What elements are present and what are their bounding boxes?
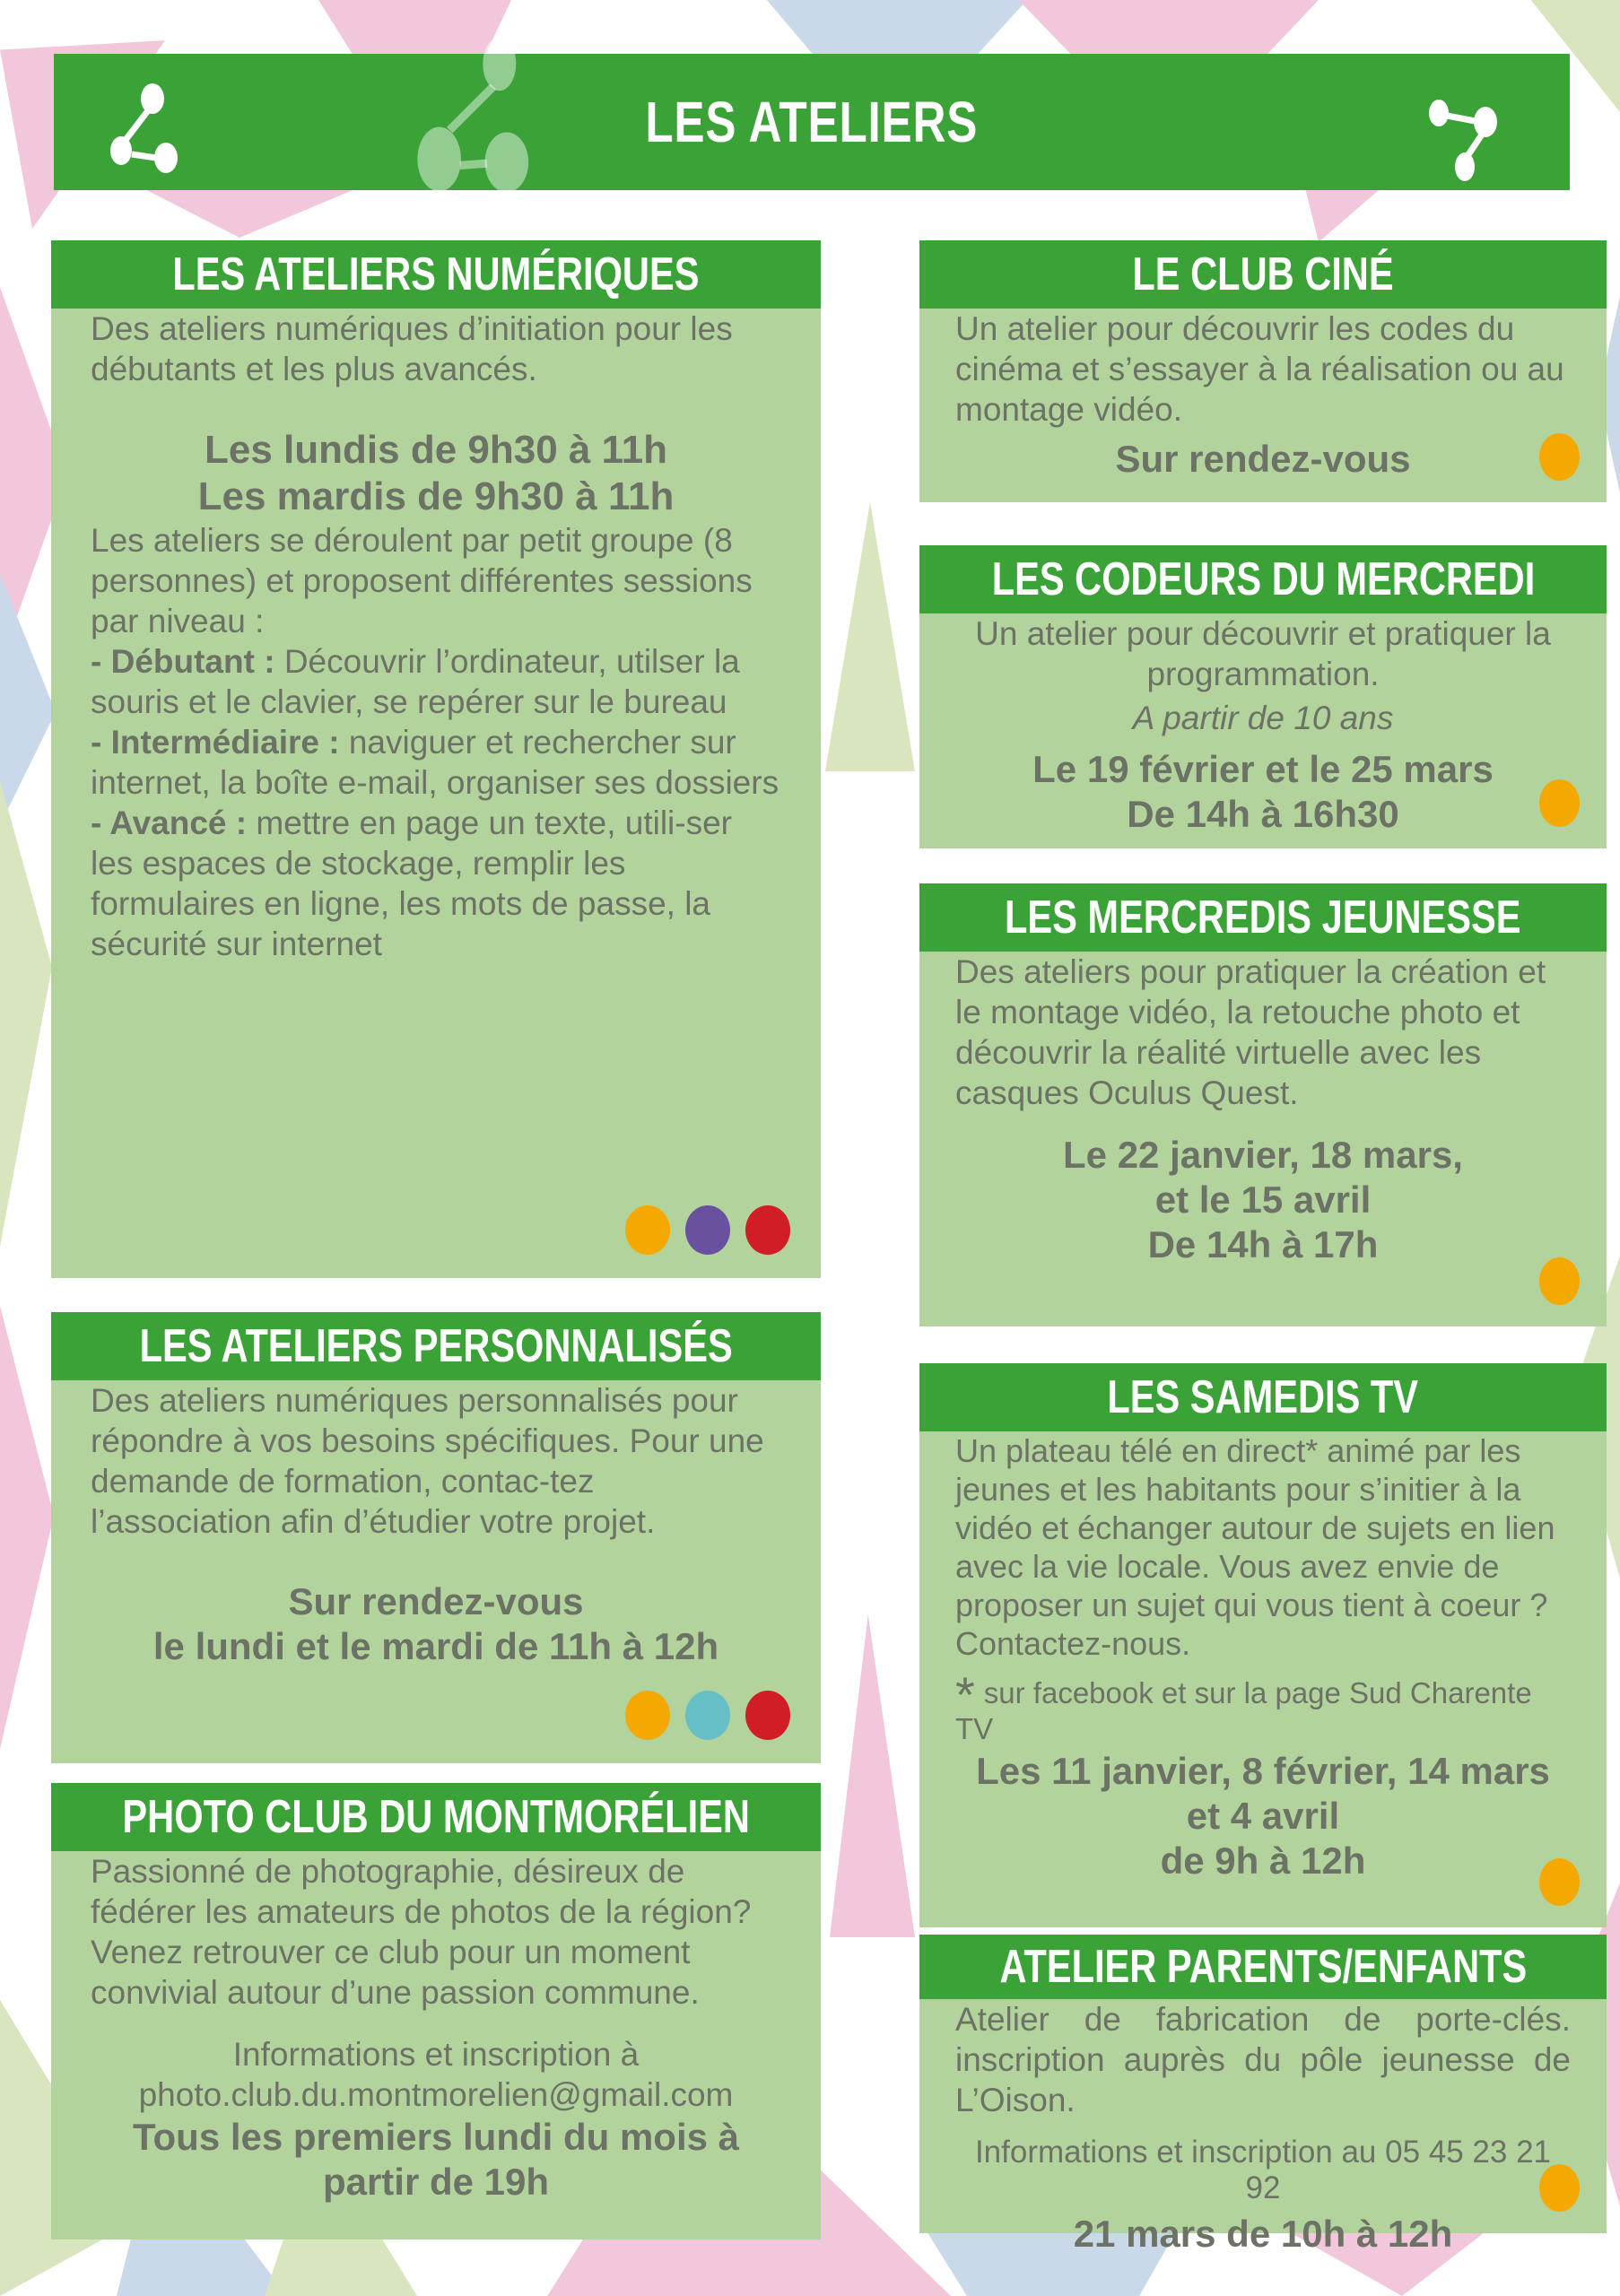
schedule-line: Le 19 février et le 25 mars [1032,748,1494,790]
card-paragraph: Un plateau télé en direct* animé par les jeunes et les habitants pour s’initier à la vidéo et échanger autour de sujets en lien avec la vie locale. Vous avez envie de proposer un sujet qui vous tient à coeur ? Contactez-nous. [955,1432,1555,1662]
schedule-line: De 14h à 16h30 [1127,793,1399,835]
background-triangle [830,1614,915,1937]
schedule-line: Les mardis de 9h30 à 11h [197,474,675,518]
schedule-line: et le 15 avril [1154,1178,1372,1221]
card-body [51,1851,821,2205]
page-title: LES ATELIERS [645,90,979,154]
card-title: PHOTO CLUB DU MONTMORÉLIEN [122,1791,750,1843]
card-mercredis-jeunesse [919,883,1607,1326]
level-item [91,722,781,803]
card-body [919,952,1607,1267]
schedule-block [91,427,781,520]
level-item [91,803,781,964]
level-text: naviguer et rechercher sur internet, la boîte e-mail, organiser ses dossiers [91,724,780,801]
orange-dot [625,1205,670,1255]
card-intro: Des ateliers numériques d’initiation pour les débutants et les plus avancés. [91,310,733,387]
molecule-icon-right [1424,88,1523,187]
card-paragraph: Les ateliers se déroulent par petit groupe (8 personnes) et proposent différentes sessions par niveau : [91,522,753,639]
level-label: - Intermédiaire : [91,724,340,761]
schedule-block [955,1749,1571,1883]
level-item [91,641,781,722]
card-header [51,240,821,309]
orange-dot [1539,779,1580,827]
info-line: Informations et inscription au 05 45 23 21 92 [974,2135,1552,2205]
molecule-icon-center [408,43,574,209]
card-header [51,1312,821,1380]
info-block [91,2034,781,2115]
teal-dot [685,1691,730,1740]
card-body [919,1431,1607,1883]
level-label: - Avancé : [91,804,248,841]
card-ateliers-numeriques [51,240,821,1278]
card-body [919,309,1607,482]
background-triangle [0,780,52,1247]
schedule-block [955,1133,1571,1267]
card-header [919,545,1607,613]
card-header [919,883,1607,952]
card-paragraph: Un atelier pour découvrir les codes du cinéma et s’essayer à la réalisation ou au montage vidéo. [955,310,1564,428]
footnote [955,1666,1571,1747]
card-header [919,1363,1607,1431]
card-title: LES SAMEDIS TV [1107,1371,1419,1423]
card-paragraph: Des ateliers pour pratiquer la création et le montage vidéo, la retouche photo et découvrir la réalité virtuelle avec les casques Oculus Quest. [955,953,1546,1111]
orange-dot [625,1691,670,1740]
background-triangle [135,184,368,238]
background-triangle [825,502,915,771]
card-title: LES CODEURS DU MERCREDI [991,553,1535,605]
email-text: photo.club.du.montmorelien@gmail.com [138,2076,734,2113]
color-dots [625,1691,790,1740]
background-triangle [0,574,56,825]
card-parents-enfants [919,1935,1607,2255]
card-header [51,1783,821,1851]
main-banner [54,54,1570,190]
schedule-line: Tous les premiers lundi du mois à partir de 19h [132,2116,740,2203]
card-paragraph: Atelier de fabrication de porte-clés. inscription auprès du pôle jeunesse de L’Oison. [955,2001,1571,2118]
card-ateliers-personnalises [51,1312,821,1763]
card-paragraph: Passionné de photographie, désireux de fédérer les amateurs de photos de la région? Venez retrouver ce club pour un moment convivial autour d’une passion commune. [91,1853,752,2011]
schedule-line: Les 11 janvier, 8 février, 14 mars [976,1750,1550,1792]
asterisk-mark: * [955,1666,975,1723]
card-club-cine [919,240,1607,502]
card-title: ATELIER PARENTS/ENFANTS [999,1941,1527,1993]
card-body [919,1999,1607,2257]
schedule-line: de 9h à 12h [1160,1839,1366,1882]
schedule-block [955,747,1571,837]
schedule-line: Les lundis de 9h30 à 11h [205,428,667,472]
card-title: LES ATELIERS PERSONNALISÉS [139,1320,733,1372]
purple-dot [685,1205,730,1255]
card-codeurs-mercredi [919,545,1607,848]
schedule-line: Sur rendez-vous [288,1580,584,1622]
card-paragraph: Un atelier pour découvrir et pratiquer la programmation. [975,615,1551,692]
orange-dot [1539,433,1580,481]
schedule-line: le lundi et le mardi de 11h à 12h [152,1625,719,1667]
schedule-line: De 14h à 17h [1147,1223,1379,1265]
card-title: LES MERCREDIS JEUNESSE [1005,891,1521,944]
schedule-line: Le 22 janvier, 18 mars, [1063,1134,1463,1176]
molecule-icon-left [99,79,206,187]
age-note: A partir de 10 ans [1132,700,1394,736]
schedule-line: Sur rendez-vous [1115,438,1411,480]
info-line: Informations et inscription à [232,2036,640,2073]
color-dots [625,1205,790,1255]
card-photo-club [51,1783,821,2239]
background-triangle [0,1283,54,1749]
card-title: LES ATELIERS NUMÉRIQUES [172,248,700,300]
orange-dot [1539,1858,1580,1906]
level-text: Découvrir l’ordinateur, utilser la souris et le clavier, se repérer sur le bureau [91,643,740,720]
schedule-line: et 4 avril [1186,1795,1340,1837]
card-header [919,240,1607,309]
footnote-text: sur facebook et sur la page Sud Charente TV [955,1676,1532,1745]
card-body [51,1380,821,1669]
card-paragraph: Des ateliers numériques personnalisés pour répondre à vos besoins spécifiques. Pour une demande de formation, contac-tez l’association afin d’étudier votre projet. [91,1382,764,1540]
level-label: - Débutant : [91,643,275,680]
level-text: mettre en page un texte, utili-ser les espaces de stockage, remplir les formulaires en ligne, les mots de passe, la sécurité sur internet [91,804,732,962]
schedule-block [91,1579,781,1669]
red-dot [745,1691,790,1740]
orange-dot [1539,1257,1580,1305]
card-samedis-tv [919,1363,1607,1927]
schedule-line: 21 mars de 10h à 12h [1073,2213,1453,2255]
card-title: LE CLUB CINÉ [1132,248,1394,300]
red-dot [745,1205,790,1255]
card-body [51,309,821,964]
card-body [919,613,1607,837]
orange-dot [1539,2164,1580,2212]
card-header [919,1935,1607,1999]
